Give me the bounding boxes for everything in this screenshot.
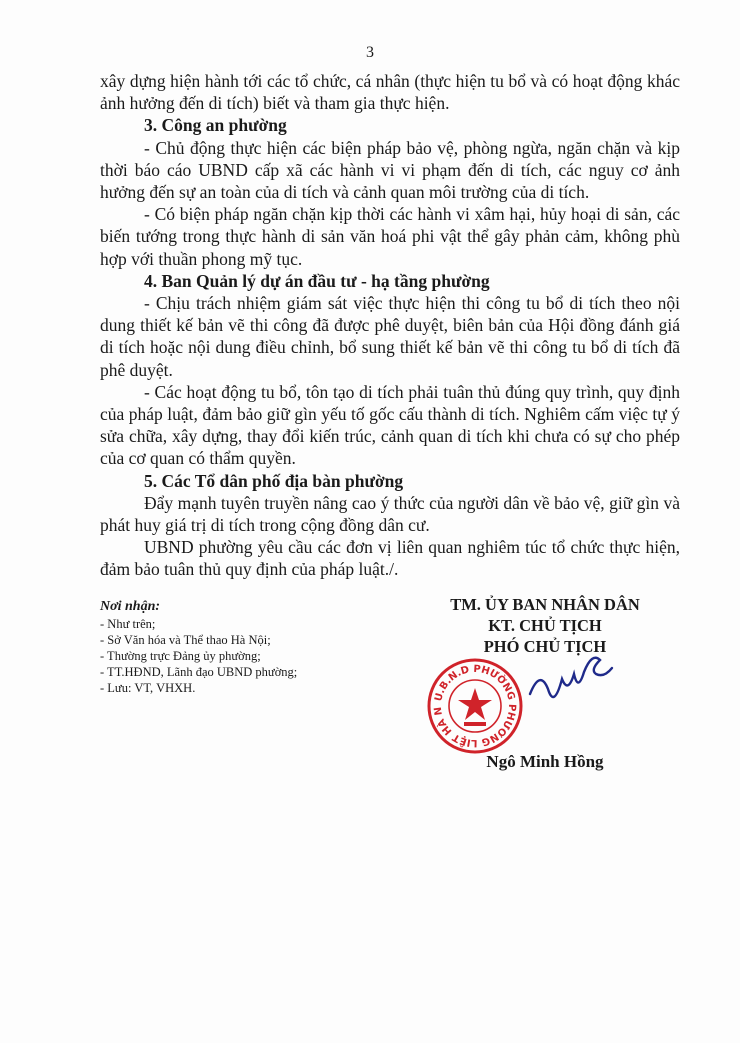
paragraph: Đẩy mạnh tuyên truyền nâng cao ý thức của người dân về bảo vệ, giữ gìn và phát huy giá trị di tích trong cộng đồng dân cư. <box>100 492 680 536</box>
document-body <box>100 70 680 581</box>
paragraph: - Có biện pháp ngăn chặn kịp thời các hành vi xâm hại, hủy hoại di sản, các biến tướng trong thực hành di sản văn hoá phi vật thể gây phản cảm, không phù hợp với thuần phong mỹ tục. <box>100 204 680 269</box>
signature-block <box>410 594 680 657</box>
paragraph: - Chịu trách nhiệm giám sát việc thực hiện thi công tu bổ di tích theo nội dung thiết kế bản vẽ thi công đã được phê duyệt, biên bản của Hội đồng đánh giá di tích hoặc nội dung điều chỉnh, bổ sung thiết kế bản vẽ thi công tu bổ di tích đã phê duyệt. <box>100 293 680 380</box>
recipients-label: Nơi nhận: <box>100 599 161 614</box>
recipient-item: - TT.HĐND, Lãnh đạo UBND phường; <box>100 665 298 679</box>
paragraph: - Chủ động thực hiện các biện pháp bảo vệ, phòng ngừa, ngăn chặn và kịp thời báo cáo UBND cấp xã các hành vi vi phạm đến di tích, các nguy cơ ảnh hưởng đến sự an toàn của di tích và cảnh quan môi trường của di tích. <box>100 137 680 203</box>
signature-title-line2: KT. CHỦ TỊCH <box>488 616 602 635</box>
recipients-block <box>100 598 400 696</box>
recipient-item: - Thường trực Đảng ủy phường; <box>100 649 261 663</box>
signature-title-line1: TM. ỦY BAN NHÂN DÂN <box>450 595 640 614</box>
recipient-item: - Như trên; <box>100 617 156 631</box>
section-heading: 4. Ban Quản lý dự án đầu tư - hạ tầng phường <box>144 270 490 291</box>
signer-name: Ngô Minh Hồng <box>486 752 604 771</box>
recipient-item: - Sở Văn hóa và Thể thao Hà Nội; <box>100 633 271 647</box>
paragraph: - Các hoạt động tu bổ, tôn tạo di tích phải tuân thủ đúng quy trình, quy định của pháp luật, đảm bảo giữ gìn yếu tố gốc cấu thành di tích. Nghiêm cấm việc tự ý sửa chữa, xây dựng, thay đổi kiến trúc, cảnh quan di tích khi chưa có sự cho phép của cơ quan có thẩm quyền. <box>100 381 680 469</box>
recipient-item: - Lưu: VT, VHXH. <box>100 681 196 695</box>
seal-and-signature <box>410 654 620 754</box>
paragraph: xây dựng hiện hành tới các tổ chức, cá nhân (thực hiện tu bổ và có hoạt động khác ảnh hưởng đến di tích) biết và tham gia thực hiện. <box>100 71 680 114</box>
svg-text:U.B.N.D PHƯỜNG PHƯƠNG LIỆT HÀ: U.B.N.D PHƯỜNG PHƯƠNG LIỆT HÀ N <box>432 663 518 749</box>
paragraph: UBND phường yêu cầu các đơn vị liên quan nghiêm túc tổ chức thực hiện, đảm bảo tuân thủ quy định của pháp luật./. <box>100 537 680 580</box>
section-heading: 5. Các Tổ dân phố địa bàn phường <box>144 470 404 491</box>
section-heading: 3. Công an phường <box>144 115 287 136</box>
signature-title-line3: PHÓ CHỦ TỊCH <box>483 637 607 656</box>
page-number: 3 <box>366 44 374 61</box>
official-seal-icon <box>410 654 620 754</box>
